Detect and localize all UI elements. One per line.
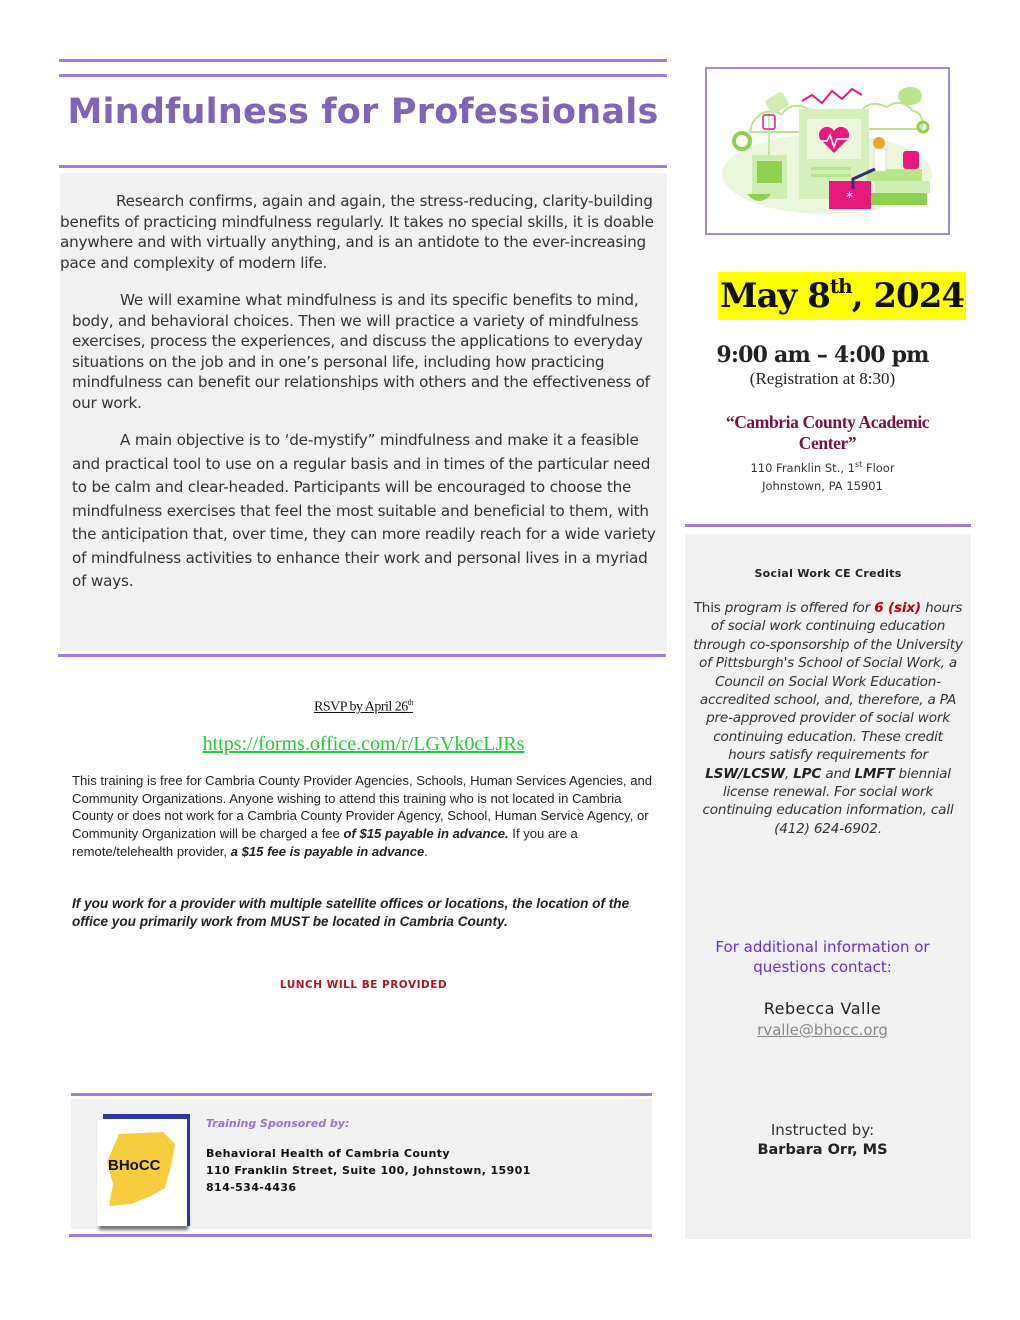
lunch-notice: LUNCH WILL BE PROVIDED [279,979,448,991]
venue-address-line1 [690,460,955,475]
ce-hours: 6 (six) [874,600,921,616]
license-separator: , [784,765,794,782]
logo-top-bar [103,1114,190,1119]
sponsor-bottom-rule [69,1234,652,1237]
healthcare-illustration [705,67,950,235]
logo-text: BHoCC [108,1157,161,1174]
sponsor-address: 110 Franklin Street, Suite 100, Johnstown, 15901 [206,1164,531,1177]
license-lcsw: LCSW [742,765,785,782]
sponsor-organization: Behavioral Health of Cambria County [206,1147,450,1160]
description-paragraph: We will examine what mindfulness is and its specific benefits to mind, body, and behavioral choices. Then we will practice a variety of mindfulness exercises, process the experiences, and discuss the applications to everyday situations on the job and in one’s personal life, including how practicing mindfulness can benefit our relationships with others and the effectiveness of our work. [72,291,650,412]
license-lpc: LPC [793,765,822,782]
instructor-label: Instructed by: [770,1121,875,1139]
license-separator: and [821,765,855,782]
healthcare-illustration-icon [707,69,948,233]
contact-prompt: For additional information or questions contact: [715,938,930,976]
rsvp-form-link[interactable]: https://forms.office.com/r/LGVk0cLJRs [202,733,525,755]
top-rule-2 [59,74,667,77]
license-lsw: LSW [705,765,739,782]
ce-lead: This [693,600,725,616]
sponsor-label: Training Sponsored by: [206,1117,350,1130]
fee-information [72,772,664,861]
ce-text: program is offered for [724,600,875,616]
event-time: 9:00 am – 4:00 pm [716,342,929,368]
location-requirement: If you work for a provider with multiple satellite offices or locations, the location of the office you primarily work from MUST be located in Cambria County. [72,896,630,929]
rsvp-label: RSVP by April 26 [313,699,408,715]
license-lmft: LMFT [854,765,895,782]
event-date-suffix: th [829,274,852,298]
event-date-year: , 2024 [851,276,965,316]
sponsor-top-rule [71,1093,652,1096]
ce-text: hours of social work continuing education through co-sponsorship of the University of Pittsburgh's School of Social Work, a Council on Social Work Education-accredited school, and, therefore, a PA pre-approved provider of social work continuing education. These credit hours satisfy requirements for [693,600,963,764]
event-venue: “Cambria County Academic Center” [725,412,930,453]
ce-text: biennial license renewal. For social work continuing education information, call (412) 624-6902. [702,765,954,837]
ce-top-rule [685,524,971,527]
instructor-name: Barbara Orr, MS [757,1142,888,1158]
fee-amount: of $15 payable in advance. [343,826,509,842]
address-sup: st [854,460,863,469]
logo-side-bar [187,1114,190,1226]
license-separator: / [738,765,743,782]
contact-email-link[interactable]: rvalle@bhocc.org [757,1021,888,1039]
event-date [718,272,966,320]
telehealth-fee: a $15 fee is payable in advance [230,843,425,859]
contact-name: Rebecca Valle [763,999,882,1018]
top-rule-1 [59,59,667,62]
fee-text: If you are a remote/telehealth provider, [72,826,578,859]
title-bottom-rule [59,165,667,168]
svg-text:*: * [846,190,853,206]
address-suffix: Floor [862,460,895,475]
page-title: Mindfulness for Professionals [67,92,659,132]
description-paragraph: Research confirms, again and again, the stress-reducing, clarity-building benefits of practicing mindfulness regularly. It takes no special skills, it is doable anywhere and with virtually anything, and is an antidote to the ever-increasing pace and complexity of modern life. [60,192,654,272]
description-bottom-rule [58,654,666,657]
registration-time: (Registration at 8:30) [749,369,896,388]
ce-credits-title: Social Work CE Credits [754,567,902,580]
rsvp-deadline [60,698,667,716]
venue-address-line2: Johnstown, PA 15901 [762,479,883,493]
fee-text: . [424,843,428,859]
ce-credits-body [693,599,963,838]
description-paragraph: A main objective is to ‘de-mystify” mindfulness and make it a feasible and practical tool to use on a regular basis and in times of the particular need to be calm and clear-headed. Participants will be encouraged to choose the mindfulness exercises that feel the most suitable and beneficial to them, with the anticipation that, over time, they can more readily reach for a wide variety of mindfulness activities to enhance their work and personal lives in a myriad of ways. [72,431,656,590]
bhocc-logo [97,1114,190,1226]
fee-text: This training is free for Cambria County Provider Agencies, Schools, Human Services Agencies, and Community Organizations. Anyone wishing to attend this training who is not located in Cambria County or does not work for a Cambria County Provider Agency, School, Human Service Agency, or Community Organization will be charged a fee [72,773,653,842]
event-date-main: May 8 [720,276,830,316]
address-prefix: 110 Franklin St., 1 [750,460,855,475]
sponsor-phone: 814-534-4436 [206,1181,297,1194]
rsvp-label-sup: th [407,698,413,707]
